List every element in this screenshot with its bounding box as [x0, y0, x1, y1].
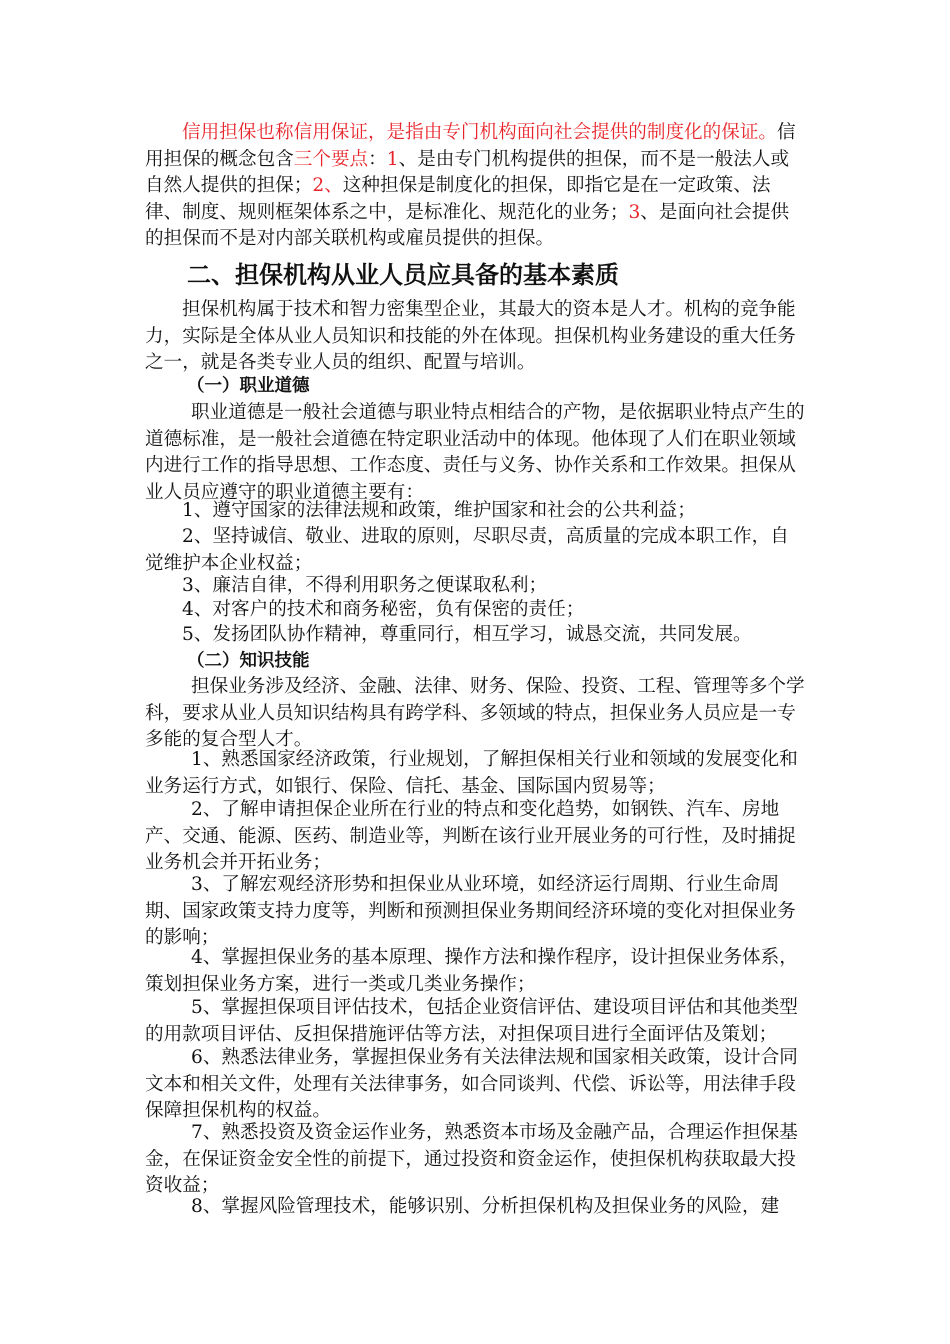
skills-item: 8、掌握风险管理技术，能够识别、分析担保机构及担保业务的风险，建 [191, 1196, 780, 1217]
skills-item: 5、掌握担保项目评估技术，包括企业资信评估、建设项目评估和其他类型的用款项目评估、反担保措施评估等方法，对担保项目进行全面评估及策划； [145, 997, 798, 1045]
ethics-item: 4、对客户的技术和商务秘密，负有保密的责任； [182, 599, 585, 620]
ethics-item: 3、廉洁自律，不得利用职务之便谋取私利； [182, 575, 548, 596]
skills-heading: （二）知识技能 [187, 651, 310, 671]
skills-item: 7、熟悉投资及资金运作业务，熟悉资本市场及金融产品，合理运作担保基金，在保证资金安全性的前提下，通过投资和资金运作，使担保机构获取最大投资收益； [145, 1122, 798, 1196]
skills-item: 6、熟悉法律业务，掌握担保业务有关法律法规和国家相关政策，设计合同文本和相关文件，处理有关法律事务，如合同谈判、代偿、诉讼等，用法律手段保障担保机构的权益。 [145, 1047, 798, 1121]
intro-definition: 信用担保也称信用保证，是指由专门机构面向社会提供的制度化的保证。 [182, 122, 778, 143]
skills-item: 1、熟悉国家经济政策，行业规划，了解担保相关行业和领域的发展变化和业务运行方式，如银行、保险、信托、基金、国际国内贸易等； [145, 749, 798, 797]
intro-paragraph: 信用担保也称信用保证，是指由专门机构面向社会提供的制度化的保证。信用担保的概念包含三个要点：1、是由专门机构提供的担保，而不是一般法人或自然人提供的担保；2、这种担保是制度化的担保，即指它是在一定政策、法律、制度、规则框架体系之中，是标准化、规范化的业务；3、是面向社会提供的担保而不是对内部关联机构或雇员提供的担保。 [145, 122, 796, 249]
skills-item: 2、了解申请担保企业所在行业的特点和变化趋势，如钢铁、汽车、房地产、交通、能源、医药、制造业等，判断在该行业开展业务的可行性，及时捕捉业务机会并开拓业务； [145, 799, 796, 873]
skills-item: 3、了解宏观经济形势和担保业从业环境，如经济运行周期、行业生命周期、国家政策支持力度等，判断和预测担保业务期间经济环境的变化对担保业务的影响； [145, 874, 796, 948]
skills-item: 4、掌握担保业务的基本原理、操作方法和操作程序，设计担保业务体系，策划担保业务方案，进行一类或几类业务操作； [145, 947, 798, 995]
ethics-paragraph: 职业道德是一般社会道德与职业特点相结合的产物，是依据职业特点产生的道德标准，是一般社会道德在特定职业活动中的体现。他体现了人们在职业领域内进行工作的指导思想、工作态度、责任与义务、协作关系和工作效果。担保从业人员应遵守的职业道德主要有： [145, 402, 805, 503]
ethics-heading: （一）职业道德 [187, 376, 310, 396]
section-paragraph: 担保机构属于技术和智力密集型企业，其最大的资本是人才。机构的竞争能力，实际是全体从业人员知识和技能的外在体现。担保机构业务建设的重大任务之一，就是各类专业人员的组织、配置与培训。 [145, 299, 796, 373]
ethics-item: 2、坚持诚信、敬业、进取的原则，尽职尽责，高质量的完成本职工作，自觉维护本企业权益； [145, 526, 789, 574]
skills-paragraph: 担保业务涉及经济、金融、法律、财务、保险、投资、工程、管理等多个学科，要求从业人员知识结构具有跨学科、多领域的特点，担保业务人员应是一专多能的复合型人才。 [145, 676, 805, 750]
ethics-item: 5、发扬团队协作精神，尊重同行，相互学习，诚恳交流，共同发展。 [182, 624, 752, 645]
section-heading: 二、担保机构从业人员应具备的基本素质 [187, 261, 619, 289]
ethics-item: 1、遵守国家的法律法规和政策，维护国家和社会的公共利益； [182, 500, 696, 521]
